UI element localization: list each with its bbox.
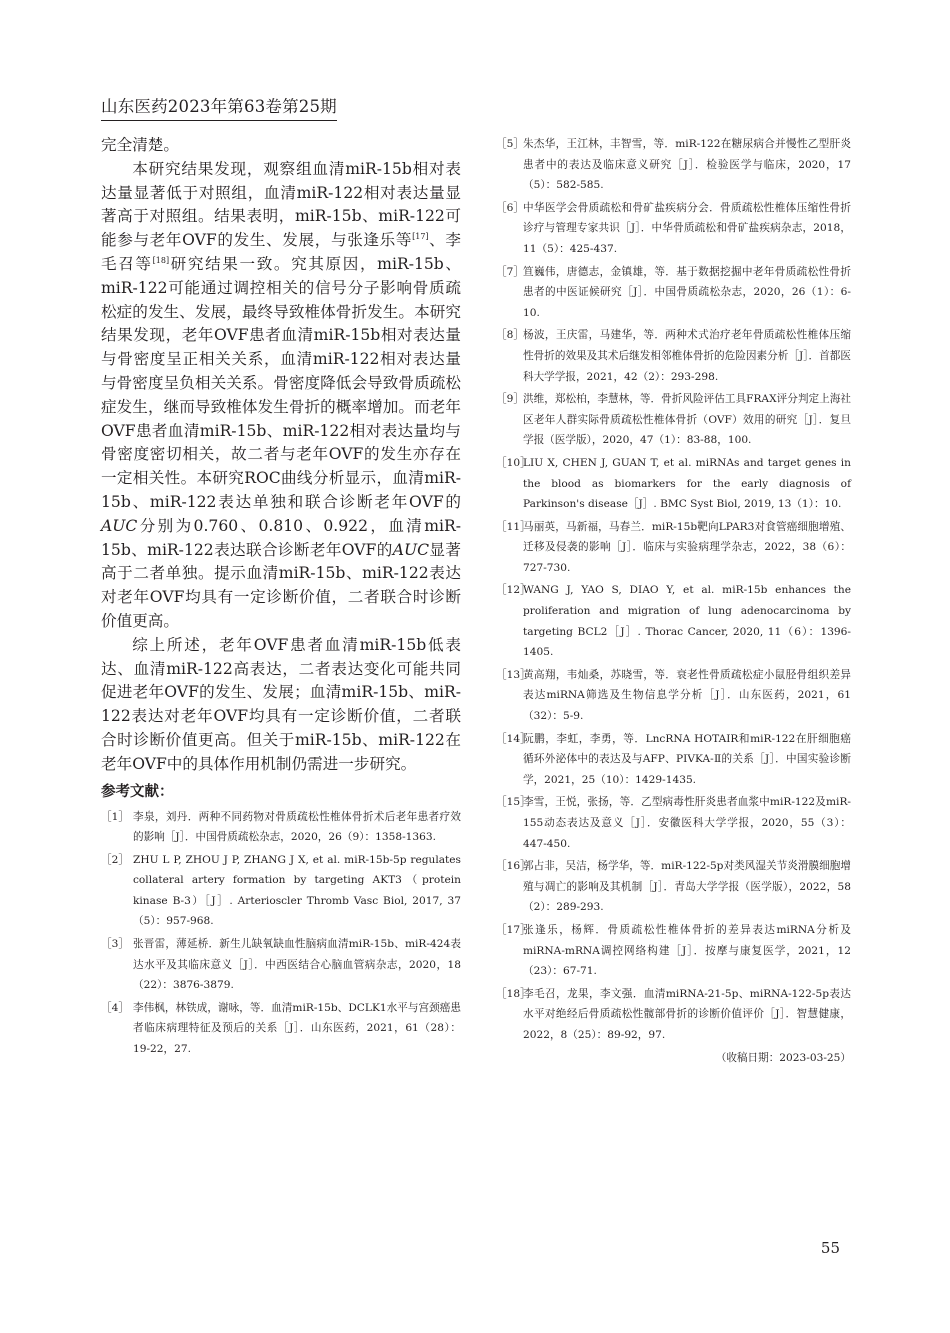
references-title: 参考文献： <box>101 783 174 800</box>
reference-item <box>101 998 461 1060</box>
auc-term-1: AUC <box>101 516 138 535</box>
reference-number: ［1］ <box>101 810 129 823</box>
page-number: 55 <box>820 1239 840 1257</box>
reference-text: 李伟枫，林铁成，谢咏，等．血清miR-15b、DCLK1水平与宫颈癌患者临床病理特征及预后的关系［J］．山东医药，2021，61（28）：19-22，27. <box>133 1001 461 1056</box>
reference-item <box>496 517 851 579</box>
reference-item <box>101 850 461 932</box>
citation-18: [18] <box>152 255 170 265</box>
reference-number: ［16］ <box>496 860 531 873</box>
reference-item <box>496 856 851 918</box>
reference-item <box>496 984 851 1046</box>
reference-item <box>496 792 851 854</box>
p1-text-c: 研究结果一致。究其原因，miR-15b、miR-122可能通过调控相关的信号分子影响骨质疏松症的发生、发展，最终导致椎体骨折发生。本研究结果发现，老年OVF患者血清miR-15b相对表达量与骨密度呈正相关关系，血清miR-122相对表达量与骨密度呈负相关关系。骨密度降低会导致骨质疏松症发生，继而导致椎体发生骨折的概率增加。而老年OVF患者血清miR-15b、miR-122相对表达量均与骨密度密切相关，故二者与老年OVF的发生亦存在一定相关性。本研究ROC曲线分析显示，血清miR-15b、miR-122表达单独和联合诊断老年OVF的 <box>101 254 461 511</box>
body-paragraph-1 <box>101 158 461 634</box>
body-paragraph-2: 综上所述，老年OVF患者血清miR-15b低表达、血清miR-122高表达，二者表达变化可能共同促进老年OVF的发生、发展；血清miR-15b、miR-122表达对老年OVF均具有一定诊断价值，二者联合时诊断价值更高。但关于miR-15b、miR-122在老年OVF中的具体作用机制仍需进一步研究。 <box>101 635 461 773</box>
reference-item <box>496 665 851 727</box>
citation-17: [17] <box>412 232 429 241</box>
reference-number: ［17］ <box>496 923 531 936</box>
right-column <box>496 134 851 1068</box>
reference-text: 阮鹏，李虹，李勇，等．LncRNA HOTAIR和miR-122在肝细胞癌循环外泌体中的表达及与AFP、PIVKA-Ⅱ的关系［J］．中国实验诊断学，2021，25（10）：1429-1435. <box>523 732 851 786</box>
reference-item <box>496 389 851 451</box>
reference-text: 朱杰华，王江林，丰智雪，等．miR-122在糖尿病合并慢性乙型肝炎患者中的表达及临床意义研究［J］．检验医学与临床，2020，17（5）：582-585. <box>523 138 851 192</box>
reference-text: 李毛召，龙果，李文强．血清miRNA-21-5p、miRNA-122-5p表达水平对绝经后骨质疏松性髋部骨折的诊断价值评价［J］．智慧健康，2022，8（25）：89-92，97. <box>523 987 851 1041</box>
reference-text: LIU X, CHEN J, GUAN T, et al. miRNAs and target genes in the blood as biomarkers for the early diagnosis of Parkinson's disease［J］. BMC Syst Biol, 2019, 13（1）：10. <box>523 456 851 511</box>
reference-item <box>496 920 851 982</box>
journal-header: 山东医药2023年第63卷第25期 <box>101 93 337 121</box>
reference-text: 笪巍伟，唐德志，金镇雄，等．基于数据挖掘中老年骨质疏松性骨折患者的中医证候研究［J］．中国骨质疏松杂志，2020，26（1）：6-10. <box>523 265 851 319</box>
reference-text: 杨波，王庆雷，马建华，等．两种术式治疗老年骨质疏松性椎体压缩性骨折的效果及其术后继发相邻椎体骨折的危险因素分析［J］．首都医科大学学报，2021，42（2）：293-298. <box>523 329 851 383</box>
reference-item <box>496 453 851 515</box>
reference-number: ［18］ <box>496 987 531 1000</box>
reference-number: ［7］ <box>496 265 524 278</box>
received-date: （收稿日期：2023-03-25） <box>715 1051 851 1064</box>
reference-number: ［10］ <box>496 456 531 469</box>
reference-item <box>496 729 851 791</box>
reference-text: 李泉，刘丹．两种不同药物对骨质疏松性椎体骨折术后老年患者疗效的影响［J］．中国骨质疏松杂志，2020，26（9）：1358-1363. <box>133 810 461 844</box>
reference-text: 黄高翔，韦灿桑，苏晓雪，等．衰老性骨质疏松症小鼠胫骨组织差异表达miRNA筛选及生物信息学分析［J］．山东医药，2021，61（32）：5-9. <box>523 668 851 723</box>
reference-number: ［11］ <box>496 520 531 533</box>
reference-item <box>101 807 461 848</box>
reference-text: 张逢乐，杨辉．骨质疏松性椎体骨折的差异表达miRNA分析及miRNA-mRNA调控网络构建［J］．按摩与康复医学，2021，12（23）：67-71. <box>523 923 851 978</box>
p1-text-e: 显著高于二者单独。提示血清miR-15b、miR-122表达对老年OVF均具有一定诊断价值，二者联合时诊断价值更高。 <box>101 540 461 630</box>
auc-term-2: AUC <box>392 540 430 559</box>
p1-text-b: 、李毛召等 <box>101 231 461 273</box>
p1-text-d: 分别为0.760、0.810、0.922，血清miR-15b、miR-122表达联合诊断老年OVF的 <box>101 516 461 559</box>
reference-number: ［15］ <box>496 796 531 809</box>
reference-text: WANG J, YAO S, DIAO Y, et al. miR-15b enhances the proliferation and migration of lung adenocarcinoma by targeting BCL2［J］. Thorac Cancer, 2020, 11（6）：1396-1405. <box>523 584 851 659</box>
reference-text: 郭占非，吴洁，杨学华，等．miR-122-5p对类风湿关节炎滑膜细胞增殖与凋亡的影响及其机制［J］．青岛大学学报（医学版），2022，58（2）：289-293. <box>523 860 851 914</box>
reference-number: ［13］ <box>496 668 531 681</box>
reference-text: 张晋雷，薄延桥．新生儿缺氧缺血性脑病血清miR-15b、miR-424表达水平及其临床意义［J］．中西医结合心脑血管病杂志，2020，18（22）：3876-3879. <box>133 938 461 992</box>
left-column <box>101 134 461 1062</box>
p1-text-a: 本研究结果发现，观察组血清miR-15b相对表达量显著低于对照组，血清miR-122相对表达量显著高于对照组。结果表明，miR-15b、miR-122可能参与老年OVF的发生、发展，与张逢乐等 <box>101 159 461 250</box>
reference-item <box>496 262 851 324</box>
reference-number: ［12］ <box>496 584 531 597</box>
reference-text: 李雪，王悦，张扬，等．乙型病毒性肝炎患者血浆中miR-122及miR-155动态表达及意义［J］．安徽医科大学学报，2020，55（3）：447-450. <box>523 796 851 850</box>
reference-number: ［3］ <box>101 938 129 951</box>
reference-number: ［9］ <box>496 393 524 406</box>
reference-number: ［2］ <box>101 853 129 866</box>
reference-number: ［6］ <box>496 201 524 214</box>
reference-text: 洪维，郑松柏，李慧林，等．骨折风险评估工具FRAX评分判定上海社区老年人群实际骨质疏松性椎体骨折（OVF）效用的研究［J］．复旦学报（医学版），2020，47（1）：83-88，100. <box>523 393 851 447</box>
reference-item <box>496 580 851 662</box>
reference-item <box>101 934 461 996</box>
reference-number: ［4］ <box>101 1001 129 1014</box>
reference-number: ［14］ <box>496 732 531 745</box>
reference-number: ［8］ <box>496 329 524 342</box>
reference-item <box>496 198 851 260</box>
body-paragraph-0: 完全清楚。 <box>101 136 179 154</box>
reference-item <box>496 134 851 196</box>
reference-item <box>496 325 851 387</box>
reference-number: ［5］ <box>496 138 524 150</box>
reference-text: 中华医学会骨质疏松和骨矿盐疾病分会．骨质疏松性椎体压缩性骨折诊疗与管理专家共识［J］．中华骨质疏松和骨矿盐疾病杂志，2018，11（5）：425-437. <box>523 201 851 255</box>
reference-text: 马丽英，马新福，马春兰．miR-15b靶向LPAR3对食管癌细胞增殖、迁移及侵袭的影响［J］．临床与实验病理学杂志，2022，38（6）：727-730. <box>523 520 851 574</box>
reference-text: ZHU L P, ZHOU J P, ZHANG J X, et al. miR-15b-5p regulates collateral artery formation by targeting AKT3（protein kinase B-3）［J］. Arterioscler Thromb Vasc Biol, 2017, 37（5）：957-968. <box>133 853 461 928</box>
